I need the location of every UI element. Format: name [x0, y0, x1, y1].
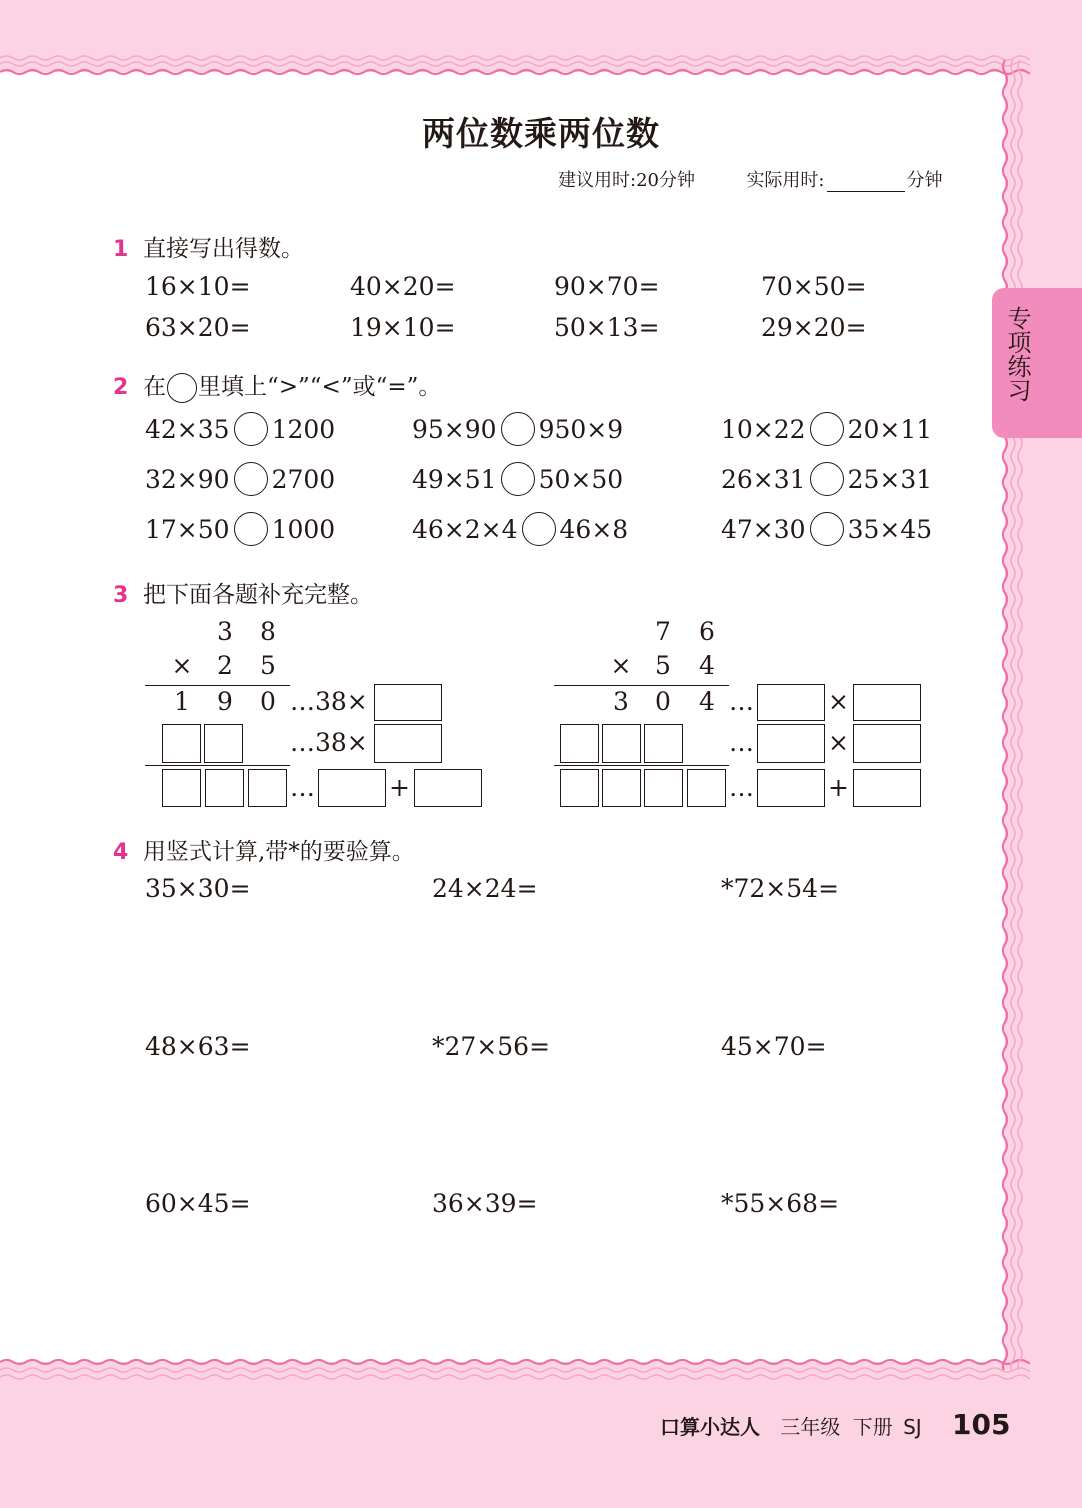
- q2-right: 20×11: [847, 414, 933, 444]
- wave-line: [0, 1375, 1030, 1379]
- q1-item: 19×10=: [350, 313, 456, 342]
- wavy-border-bottom: [0, 1350, 1030, 1386]
- answer-box[interactable]: [162, 769, 201, 807]
- actual-time-blank[interactable]: [827, 171, 905, 192]
- answer-circle[interactable]: [501, 412, 535, 446]
- rule-line: [554, 765, 729, 766]
- q2-left: 10×22: [721, 414, 806, 444]
- q2-left: 47×30: [721, 514, 806, 544]
- circle-icon: [167, 373, 197, 403]
- q2-right: 25×31: [847, 464, 933, 494]
- digit: 3: [613, 687, 629, 716]
- answer-circle[interactable]: [234, 512, 268, 546]
- digit: 8: [260, 617, 276, 646]
- q2-item: [721, 412, 932, 446]
- footer-grade: 三年级: [780, 1415, 841, 1439]
- q4-item: *72×54=: [721, 874, 840, 903]
- q1-item: 90×70=: [554, 272, 660, 301]
- footer-brand: 口算小达人: [660, 1415, 760, 1439]
- q2-text-post: 里填上“>”“<”或“=”。: [198, 374, 442, 400]
- q2-left: 95×90: [412, 414, 497, 444]
- digit: 7: [655, 617, 671, 646]
- page-number: 105: [952, 1408, 1011, 1441]
- answer-circle[interactable]: [810, 512, 844, 546]
- page-title: 两位数乘两位数: [422, 114, 660, 153]
- q4-item: *27×56=: [432, 1032, 551, 1061]
- digit: 3: [217, 617, 233, 646]
- digit: 9: [217, 687, 233, 716]
- wavy-border-top: [0, 50, 1030, 86]
- note-dots: …: [729, 728, 754, 757]
- q2-number: 2: [113, 375, 129, 400]
- q1-text: 直接写出得数。: [143, 236, 304, 262]
- times-sign: ×: [828, 687, 849, 716]
- answer-box[interactable]: [644, 724, 683, 763]
- rule-line: [145, 765, 290, 766]
- actual-time-unit: 分钟: [906, 170, 943, 191]
- q2-item: [721, 512, 932, 546]
- digit: 4: [699, 687, 715, 716]
- times-sign: ×: [828, 728, 849, 757]
- answer-box[interactable]: [602, 769, 641, 807]
- q2-item: [412, 412, 623, 446]
- wave-line: [0, 1368, 1030, 1372]
- rule-line: [554, 685, 729, 686]
- answer-circle[interactable]: [501, 462, 535, 496]
- answer-box[interactable]: [414, 769, 482, 807]
- note-text: …38×: [290, 687, 368, 716]
- digit: 6: [699, 617, 715, 646]
- q2-left: 17×50: [145, 514, 230, 544]
- q4-text: 用竖式计算,带*的要验算。: [143, 839, 415, 865]
- answer-box[interactable]: [602, 724, 641, 763]
- plus-sign: +: [389, 773, 410, 802]
- q2-heading: [113, 368, 441, 403]
- q4-item: 24×24=: [432, 874, 538, 903]
- q4-item: 48×63=: [145, 1032, 251, 1061]
- q2-item: [145, 512, 335, 546]
- q2-item: [412, 512, 628, 546]
- answer-box[interactable]: [644, 769, 683, 807]
- answer-box[interactable]: [757, 724, 825, 763]
- footer-edition: SJ: [903, 1415, 922, 1439]
- side-tab-label: 专项练习: [1003, 306, 1031, 402]
- answer-box[interactable]: [853, 684, 921, 721]
- q2-item: [721, 462, 932, 496]
- q2-right: 2700: [271, 464, 336, 494]
- q4-item: 45×70=: [721, 1032, 827, 1061]
- q3-heading: [113, 576, 373, 609]
- digit: 4: [699, 651, 715, 680]
- wave-line: [0, 1360, 1030, 1364]
- digit: 0: [260, 687, 276, 716]
- rule-line: [145, 685, 290, 686]
- answer-box[interactable]: [853, 769, 921, 807]
- answer-box[interactable]: [248, 769, 287, 807]
- answer-box[interactable]: [757, 684, 825, 721]
- answer-box[interactable]: [687, 769, 726, 807]
- q2-right: 46×8: [559, 514, 629, 544]
- answer-box[interactable]: [757, 769, 825, 807]
- answer-box[interactable]: [162, 724, 201, 763]
- note-dots: …: [729, 687, 754, 716]
- q4-item: 35×30=: [145, 874, 251, 903]
- q4-item: 36×39=: [432, 1189, 538, 1218]
- q2-right: 50×50: [538, 464, 624, 494]
- answer-box[interactable]: [560, 769, 599, 807]
- answer-circle[interactable]: [234, 412, 268, 446]
- digit: 2: [217, 651, 233, 680]
- actual-time-label: 实际用时:: [746, 170, 825, 191]
- wave-line: [1018, 60, 1022, 1370]
- wave-line: [1003, 60, 1007, 1370]
- q2-left: 42×35: [145, 414, 230, 444]
- q2-right: 35×45: [847, 514, 933, 544]
- answer-circle[interactable]: [810, 462, 844, 496]
- q2-item: [145, 412, 335, 446]
- q1-number: 1: [113, 237, 129, 262]
- answer-box[interactable]: [374, 724, 442, 763]
- time-row: [558, 166, 943, 192]
- answer-circle[interactable]: [522, 512, 556, 546]
- q4-item: *55×68=: [721, 1189, 840, 1218]
- wavy-border-right: [990, 60, 1026, 1370]
- q1-item: 63×20=: [145, 313, 251, 342]
- q4-heading: [113, 833, 415, 866]
- q2-left: 46×2×4: [412, 514, 518, 544]
- wave-line: [0, 70, 1030, 74]
- answer-circle[interactable]: [234, 462, 268, 496]
- answer-box[interactable]: [560, 724, 599, 763]
- digit: 5: [260, 651, 276, 680]
- q1-item: 50×13=: [554, 313, 660, 342]
- suggested-time: 建议用时:20分钟: [558, 170, 695, 191]
- q2-left: 32×90: [145, 464, 230, 494]
- answer-box[interactable]: [374, 684, 442, 721]
- note-dots: …: [729, 773, 754, 802]
- q3-text: 把下面各题补充完整。: [143, 582, 373, 608]
- q2-right: 950×9: [538, 414, 624, 444]
- answer-circle[interactable]: [810, 412, 844, 446]
- page-footer: [660, 1408, 1010, 1441]
- q2-text-pre: 在: [143, 374, 166, 400]
- q2-left: 49×51: [412, 464, 497, 494]
- wave-line: [0, 62, 1030, 66]
- digit: 5: [655, 651, 671, 680]
- q4-item: 60×45=: [145, 1189, 251, 1218]
- q4-number: 4: [113, 840, 129, 865]
- plus-sign: +: [828, 773, 849, 802]
- answer-box[interactable]: [205, 769, 244, 807]
- q1-item: 40×20=: [350, 272, 456, 301]
- answer-box[interactable]: [318, 769, 386, 807]
- times-sign: ×: [171, 651, 193, 680]
- times-sign: ×: [610, 651, 632, 680]
- note-text: …: [290, 773, 315, 802]
- wave-line: [0, 56, 1030, 60]
- q3-number: 3: [113, 583, 129, 608]
- q2-item: [412, 462, 623, 496]
- wave-line: [1011, 60, 1015, 1370]
- answer-box[interactable]: [853, 724, 921, 763]
- q1-item: 16×10=: [145, 272, 251, 301]
- q1-item: 70×50=: [761, 272, 867, 301]
- q2-item: [145, 462, 335, 496]
- q1-item: 29×20=: [761, 313, 867, 342]
- footer-volume: 下册: [852, 1415, 893, 1439]
- digit: 0: [655, 687, 671, 716]
- q2-right: 1200: [271, 414, 336, 444]
- answer-box[interactable]: [204, 724, 243, 763]
- q2-left: 26×31: [721, 464, 806, 494]
- note-text: …38×: [290, 728, 368, 757]
- digit: 1: [174, 687, 190, 716]
- q2-right: 1000: [271, 514, 336, 544]
- q1-heading: [113, 230, 304, 263]
